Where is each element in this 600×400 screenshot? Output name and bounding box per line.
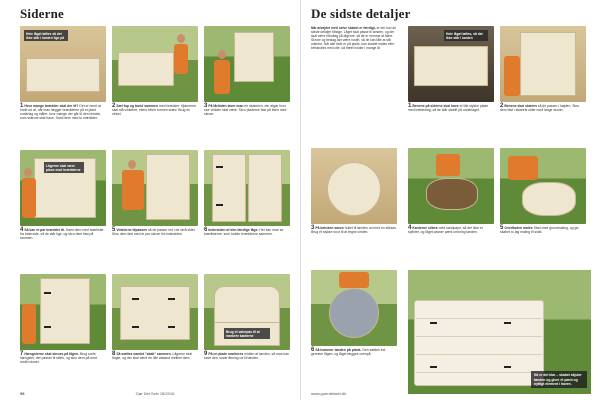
step-card xyxy=(112,26,198,116)
step-caption: 1Benene på siderne skal have et lille stykke plade med træbeslag, så de står stabilt på underlaget. xyxy=(408,103,489,113)
step-card xyxy=(20,26,106,120)
step-card xyxy=(204,150,290,236)
step-card xyxy=(500,148,586,234)
photo-label: Hele låget løftes så det ikke står i kanten lige på xyxy=(24,30,68,41)
step-card xyxy=(112,150,198,236)
photo-label: Hele låget løftes, så det ikke står i kanten xyxy=(444,30,488,41)
step-caption: 5Overfladen males Start med grundmaling, og giv skabet to lag maling til sidst. xyxy=(500,225,579,235)
step-photo xyxy=(112,274,198,350)
step-photo xyxy=(112,150,198,226)
step-card xyxy=(311,148,397,234)
step-photo xyxy=(500,148,586,224)
footer-issue: 15/2016 xyxy=(159,391,175,396)
step-caption: 2Sæt top og bund sammen med brædder. Hjørnerne skal stå vinkelret, ellers bliver formen skæv. Brug en vinkel. xyxy=(112,103,197,117)
step-caption: 8Så sættes samlet "skab" sammen. Lågerne skal flugte, og der skal være en lille afstand mellem dem. xyxy=(112,351,192,361)
section-title-right: De sidste detaljer xyxy=(311,6,417,22)
step-caption: 6Så kommer tønden på plads. Den sættes ind gennem lågen, og låget lægges ovenpå. xyxy=(311,347,386,357)
finished-caption: Så er det klar – skabet skjuler tønden og giver et pænt og nyttigt element i haven. xyxy=(531,371,587,388)
footer-url: www.goerdetselv.dk xyxy=(311,391,347,396)
step-photo xyxy=(311,270,397,346)
photo-label: Lågerne skal være plane med brædderne xyxy=(44,162,84,173)
step-card xyxy=(408,26,494,112)
footer-left xyxy=(20,391,174,396)
step-card xyxy=(20,150,106,240)
step-photo xyxy=(408,26,494,102)
step-card xyxy=(408,148,494,234)
step-caption: 2Benene skal skæres så de passer i højden. Skru dem fast i skabets sider med lange skruer. xyxy=(500,103,580,113)
step-photo xyxy=(20,274,106,350)
footer-right xyxy=(311,391,346,396)
step-card xyxy=(20,274,106,364)
step-caption: 7Hængslerne skal skrues på lågen. Brug sorte hængsler, der passer til stilen, og skru dem på med rustfri skruer. xyxy=(20,351,97,365)
step-caption: 4Kanterne slibes med sandpapir, så der ikke er splinter, og låget passer pænt omkring tønden. xyxy=(408,225,484,235)
step-caption: 5Vinklerne tilpasses så de passer ind i de skrå sider. Skru dem fast med et par skruer fra indersiden. xyxy=(112,227,196,237)
step-card xyxy=(500,26,586,112)
section-title-left: Siderne xyxy=(20,6,70,22)
step-photo xyxy=(20,150,106,226)
right-page xyxy=(300,0,600,400)
step-photo xyxy=(500,26,586,102)
step-card xyxy=(311,270,397,356)
step-photo xyxy=(112,26,198,102)
step-caption: 9På en plade markeres midten af tønden, så man kan save den runde åbning ud til tønden. xyxy=(204,351,290,361)
step-caption: 4Så kan et par brædder til. Saml dem med tværlister fra inderside, så de står lige, og skru dem fast på rammen. xyxy=(20,227,104,241)
step-caption: 3På bænken saves hullet til tønden ud med en stiksav. Brug et stykke snor til at tegne cirklen. xyxy=(311,225,397,235)
step-caption: 3På lårbiden laver man en skabelon, der afgør hvor stor vinklen skal være. Skru pladerne fast på lisen med skruer. xyxy=(204,103,287,117)
step-photo xyxy=(311,148,397,224)
step-caption: 6Indersiden af den færdige låge. Her kan man se tværlisterne, som holder brædderne sammen. xyxy=(204,227,284,237)
step-photo xyxy=(204,26,290,102)
step-card xyxy=(204,274,290,360)
step-photo xyxy=(20,26,106,102)
step-card xyxy=(204,26,290,116)
intro-text: Når arbejdet med selve skabet er færdigt, er der kun de sidste detaljer tilbage. Låget skal passe til tønden, og der skal være håndtag på lågerne, så de er nemme at åbne. Skruer og beslag bør være rustfri, så de kan tåle at stå udenfor. Når alle dele er på plads, kan skabet males eller behandles med olie, så træet holder i mange år. xyxy=(311,26,397,51)
step-card xyxy=(112,274,198,360)
finished-cabinet-photo xyxy=(408,270,591,394)
step-photo xyxy=(408,148,494,224)
step-photo xyxy=(204,150,290,226)
page-number: 98 xyxy=(20,391,25,396)
step-caption: 1Hvor mange brædder skal der til? Det er nemt at finde ud af, når man lægger brædderne på et plant underlag og måler, hvor mange der går til den bredde, som siderne skal have. Saml dem med to tværlister. xyxy=(20,103,102,121)
step-photo xyxy=(204,274,290,350)
footer-magazine: Gør Det Selv xyxy=(135,391,159,396)
photo-label: Brug et vaterpas til at markere kanterne xyxy=(224,328,270,339)
